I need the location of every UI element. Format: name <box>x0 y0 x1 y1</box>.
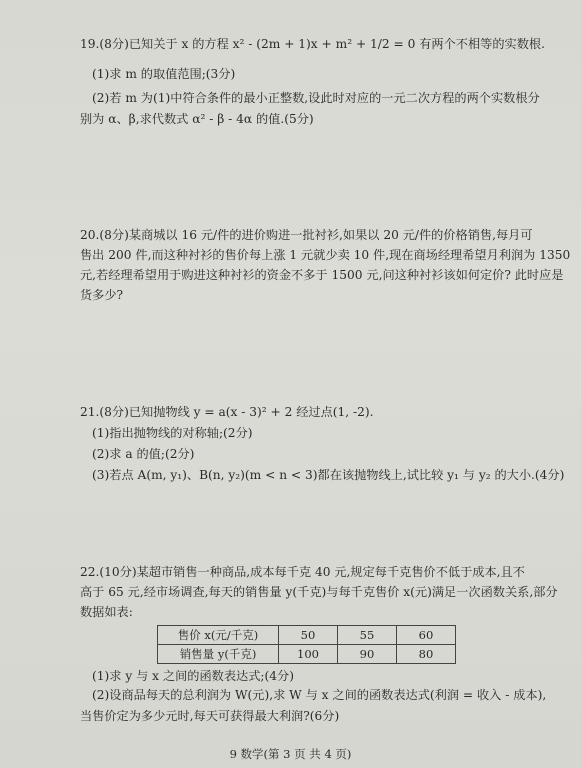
q21-stem: 21.(8分)已知抛物线 y = a(x - 3)² + 2 经过点(1, -2). <box>80 405 374 419</box>
table-cell: 50 <box>279 626 338 645</box>
page-footer: 9 数学(第 3 页 共 4 页) <box>229 747 352 761</box>
q20-line4: 货多少? <box>80 288 124 302</box>
q22-part1: (1)求 y 与 x 之间的函数表达式;(4分) <box>92 669 294 683</box>
q19-part2-line2: 别为 α、β,求代数式 α² - β - 4α 的值.(5分) <box>80 112 314 126</box>
q22-line2: 高于 65 元,经市场调查,每天的销售量 y(千克)与每千克售价 x(元)满足一次函数关系,部分 <box>80 585 558 599</box>
table-cell: 55 <box>338 626 397 645</box>
q21-part3: (3)若点 A(m, y₁)、B(n, y₂)(m < n < 3)都在该抛物线上,试比较 y₁ 与 y₂ 的大小.(4分) <box>92 468 565 482</box>
q22-line1: 22.(10分)某超市销售一种商品,成本每千克 40 元,规定每千克售价不低于成本,且不 <box>80 565 525 579</box>
q21-part2: (2)求 a 的值;(2分) <box>92 447 195 461</box>
table-cell: 60 <box>397 626 456 645</box>
table-row <box>158 645 456 664</box>
q20-line3: 元,若经理希望用于购进这种衬衫的资金不多于 1500 元,问这种衬衫该如何定价? 此时应是 <box>80 268 564 282</box>
table-row-header: 销售量 y(千克) <box>158 645 279 664</box>
q19-stem: 19.(8分)已知关于 x 的方程 x² - (2m + 1)x + m² + 1/2 = 0 有两个不相等的实数根. <box>80 37 545 51</box>
table-cell: 80 <box>397 645 456 664</box>
q22-part2-line2: 当售价定为多少元时,每天可获得最大利润?(6分) <box>80 709 340 723</box>
table-row <box>158 626 456 645</box>
table-row-header: 售价 x(元/千克) <box>158 626 279 645</box>
q20-line2: 售出 200 件,而这种衬衫的售价每上涨 1 元就少卖 10 件,现在商场经理希望月利润为 1350 <box>80 248 571 262</box>
table-cell: 100 <box>279 645 338 664</box>
price-sales-table <box>157 625 456 664</box>
q20-line1: 20.(8分)某商城以 16 元/件的进价购进一批衬衫,如果以 20 元/件的价格销售,每月可 <box>80 228 533 242</box>
q22-line3: 数据如表: <box>80 605 133 619</box>
q22-part2-line1: (2)设商品每天的总利润为 W(元),求 W 与 x 之间的函数表达式(利润 = 收入 - 成本), <box>92 688 547 702</box>
q19-part2-line1: (2)若 m 为(1)中符合条件的最小正整数,设此时对应的一元二次方程的两个实数根分 <box>92 91 540 105</box>
q19-part1: (1)求 m 的取值范围;(3分) <box>92 67 236 81</box>
table-cell: 90 <box>338 645 397 664</box>
q21-part1: (1)指出抛物线的对称轴;(2分) <box>92 426 253 440</box>
